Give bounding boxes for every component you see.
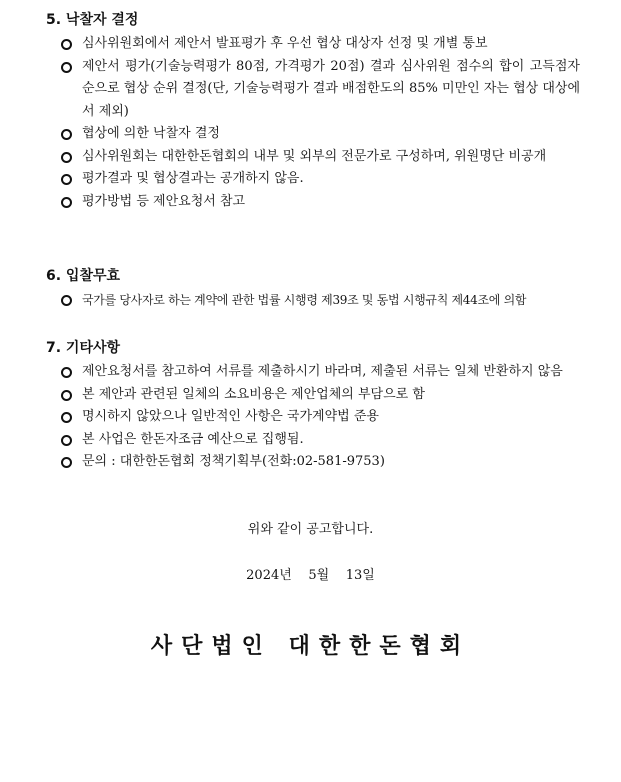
circle-bullet-icon: [61, 435, 72, 446]
list-item: [46, 168, 586, 191]
section-title: 6. 입찰무효: [46, 268, 121, 284]
item-text: 심사위원회에서 제안서 발표평가 후 우선 협상 대상자 선정 및 개별 통보: [82, 36, 488, 51]
date-day: 13일: [345, 568, 375, 583]
organization-name: 사단법인 대한한돈협회: [150, 634, 471, 659]
item-text: 제안요청서를 참고하여 서류를 제출하시기 바라며, 제출된 서류는 일체 반환하지 않음: [82, 364, 563, 379]
list-item: [46, 56, 586, 124]
circle-bullet-icon: [61, 39, 72, 50]
item-text: 평가방법 등 제안요청서 참고: [82, 193, 246, 209]
circle-bullet-icon: [61, 197, 72, 208]
circle-bullet-icon: [61, 457, 72, 468]
circle-bullet-icon: [61, 174, 72, 185]
item-list: [46, 289, 586, 312]
circle-bullet-icon: [61, 412, 72, 423]
item-text: 본 제안과 관련된 일체의 소요비용은 제안업체의 부담으로 함: [82, 386, 425, 402]
item-text: 제안서 평가(기술능력평가 80점, 가격평가 20점) 결과 심사위원 점수의 합이 고득점자순으로 협상 순위 결정(단, 기술능력평가 결과 배점한도의 85% 미만인 자는 협상 대상에서 제외): [82, 58, 580, 119]
section-title: 7. 기타사항: [46, 340, 121, 356]
list-item: [46, 361, 586, 384]
circle-bullet-icon: [61, 152, 72, 163]
circle-bullet-icon: [61, 390, 72, 401]
circle-bullet-icon: [61, 62, 72, 73]
date-year: 2024년: [246, 568, 292, 583]
item-list: [46, 361, 586, 474]
item-text: 평가결과 및 협상결과는 공개하지 않음.: [82, 171, 304, 186]
list-item: [46, 451, 586, 474]
circle-bullet-icon: [61, 129, 72, 140]
list-item: [46, 123, 586, 146]
list-item: [46, 384, 586, 407]
item-list: [46, 33, 586, 213]
item-text: 명시하지 않았으나 일반적인 사항은 국가계약법 준용: [82, 409, 379, 424]
list-item: [46, 146, 586, 169]
circle-bullet-icon: [61, 367, 72, 378]
list-item: [46, 289, 586, 312]
date-month: 5월: [308, 568, 330, 583]
item-text: 본 사업은 한돈자조금 예산으로 집행됨.: [82, 431, 304, 447]
section-other-matters: [46, 338, 586, 474]
notice-date: [0, 566, 621, 586]
item-text: 문의 : 대한한돈협회 정책기획부(전화:02-581-9753): [82, 454, 385, 469]
section-bid-invalidity: [46, 266, 586, 312]
item-text: 협상에 의한 낙찰자 결정: [82, 126, 220, 141]
list-item: [46, 429, 586, 452]
item-text: 심사위원회는 대한한돈협회의 내부 및 외부의 전문가로 구성하며, 위원명단 비공개: [82, 148, 547, 164]
list-item: [46, 406, 586, 429]
closing-statement: 위와 같이 공고합니다.: [247, 522, 374, 537]
list-item: [46, 191, 586, 214]
item-text: 국가를 당사자로 하는 계약에 관한 법률 시행령 제39조 및 동법 시행규칙 제44조에 의함: [82, 293, 527, 307]
section-winner-selection: [46, 10, 586, 213]
section-title: 5. 낙찰자 결정: [46, 12, 139, 28]
circle-bullet-icon: [61, 295, 72, 306]
list-item: [46, 33, 586, 56]
